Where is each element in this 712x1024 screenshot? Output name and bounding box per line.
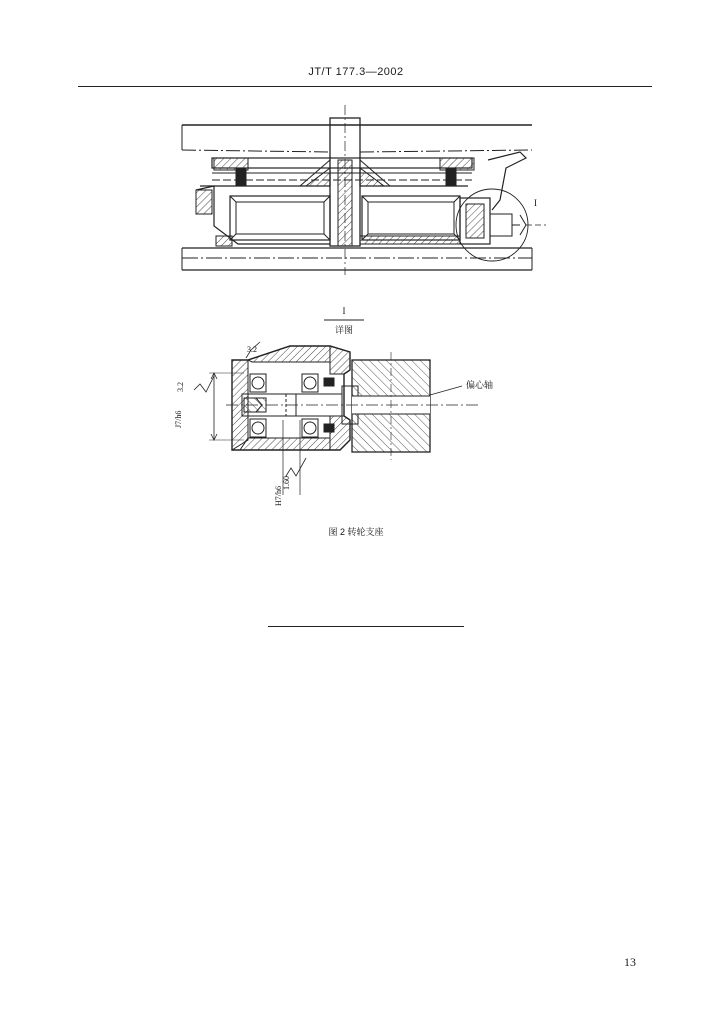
dim-left: J7/h6 xyxy=(174,410,183,428)
detail-roman-label: I xyxy=(342,306,346,316)
detail-label: 详图 xyxy=(334,325,354,335)
detail-view xyxy=(194,342,480,495)
standard-code: JT/T 177.3—2002 xyxy=(308,66,404,78)
callout-label: I xyxy=(534,198,537,208)
figure-caption: 图 2 转轮支座 xyxy=(328,527,384,537)
roughness-left: 3.2 xyxy=(176,382,185,392)
dim-bottom: H7/h6 xyxy=(274,486,283,506)
roughness-top: 3.2 xyxy=(247,345,257,354)
page-number: 13 xyxy=(624,955,636,969)
end-rule xyxy=(268,626,464,627)
roughness-bottom: 1.60 xyxy=(282,476,291,490)
eccentric-shaft-label: 偏心轴 xyxy=(466,380,494,390)
assembly-view xyxy=(182,105,546,275)
